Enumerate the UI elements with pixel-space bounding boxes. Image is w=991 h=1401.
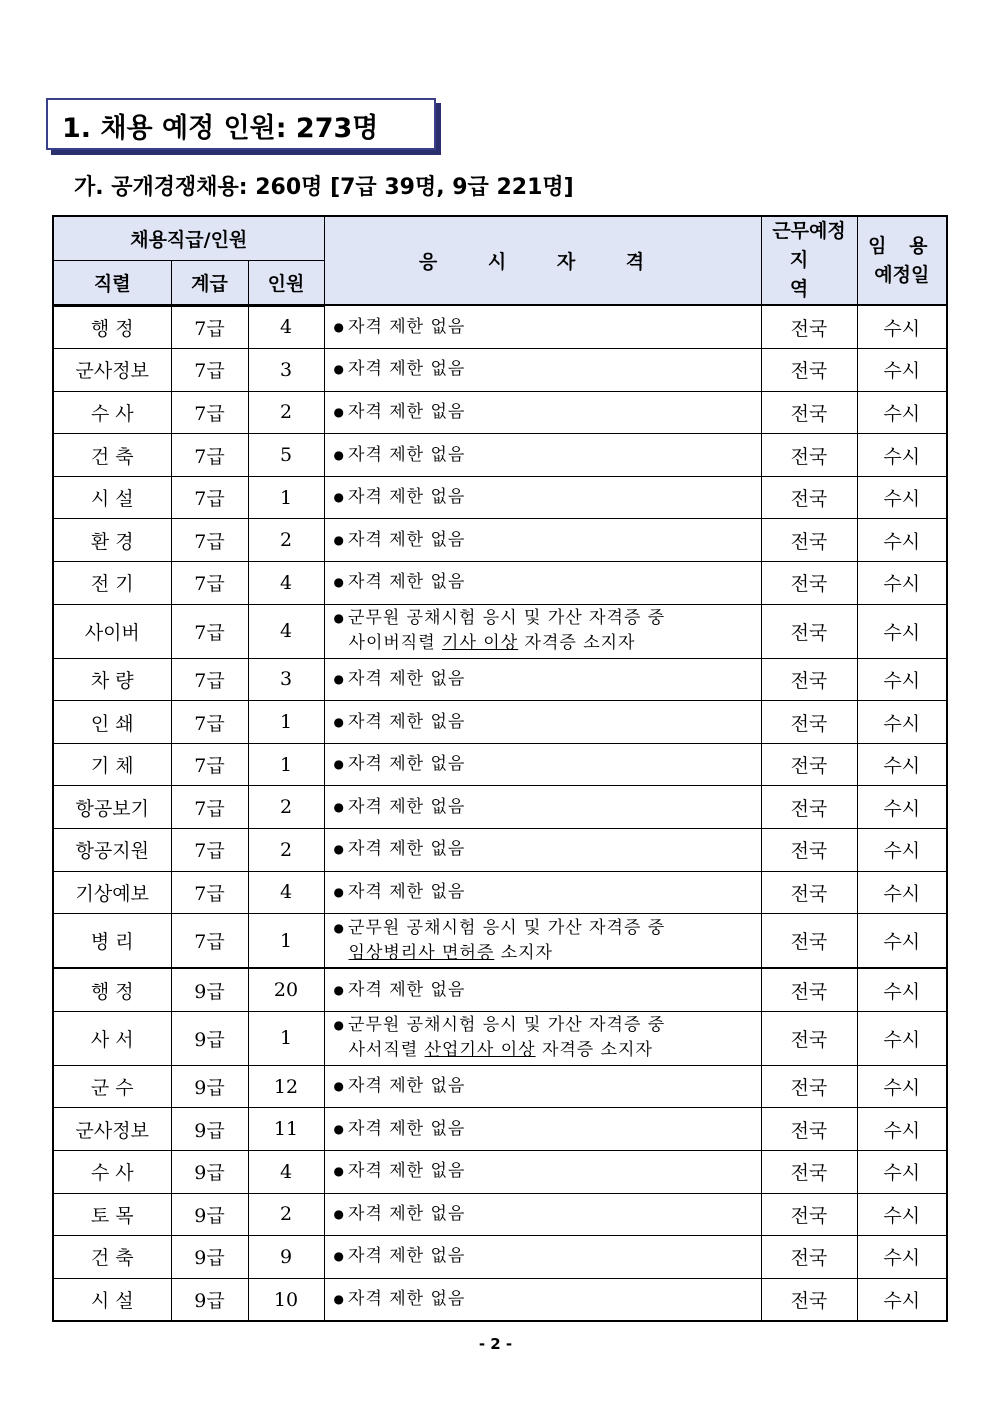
cell-region: 전국 (761, 829, 857, 872)
cell-qualification (324, 658, 761, 701)
cell-date: 수시 (857, 1108, 947, 1151)
cell-count: 1 (248, 914, 324, 969)
bullet-icon: ● (333, 447, 346, 462)
cell-date: 수시 (857, 349, 947, 392)
bullet-icon: ● (333, 490, 346, 505)
cell-grade: 7급 (171, 743, 248, 786)
cell-grade: 7급 (171, 305, 248, 349)
cell-qualification (324, 349, 761, 392)
cell-series: 사 서 (53, 1011, 171, 1065)
cell-series: 시 설 (53, 476, 171, 519)
qualification-line2-prefix: 사서직렬 (348, 1040, 425, 1061)
table-row (53, 305, 947, 349)
cell-qualification (324, 1011, 761, 1065)
cell-region: 전국 (761, 1193, 857, 1236)
cell-date: 수시 (857, 305, 947, 349)
table-row (53, 829, 947, 872)
cell-region: 전국 (761, 1151, 857, 1194)
bullet-icon: ● (333, 1206, 346, 1221)
qualification-text: 자격 제한 없음 (348, 754, 466, 775)
cell-region: 전국 (761, 391, 857, 434)
cell-grade: 7급 (171, 604, 248, 658)
header-qualification: 응 시 자 격 (324, 216, 761, 305)
cell-date: 수시 (857, 701, 947, 744)
bullet-icon: ● (333, 714, 346, 729)
cell-date: 수시 (857, 829, 947, 872)
qualification-text: 자격 제한 없음 (348, 1161, 466, 1182)
header-date (857, 216, 947, 305)
table-row (53, 562, 947, 605)
cell-date: 수시 (857, 1151, 947, 1194)
qualification-text: 자격 제한 없음 (348, 401, 466, 422)
table-row (53, 871, 947, 914)
qualification-text: 자격 제한 없음 (348, 711, 466, 732)
cell-grade: 9급 (171, 1236, 248, 1279)
header-date-line2: 예정일 (874, 263, 930, 286)
cell-qualification (324, 786, 761, 829)
cell-grade: 9급 (171, 968, 248, 1011)
cell-region: 전국 (761, 914, 857, 969)
table-row (53, 658, 947, 701)
cell-grade: 9급 (171, 1065, 248, 1108)
table-row (53, 1193, 947, 1236)
cell-qualification (324, 1065, 761, 1108)
qualification-text: 자격 제한 없음 (348, 444, 466, 465)
qualification-text: 자격 제한 없음 (348, 487, 466, 508)
bullet-icon: ● (333, 1018, 346, 1033)
qualification-line2 (334, 1038, 761, 1063)
cell-count: 4 (248, 562, 324, 605)
cell-date: 수시 (857, 391, 947, 434)
cell-qualification (324, 1193, 761, 1236)
header-series: 직렬 (53, 260, 171, 305)
cell-count: 3 (248, 349, 324, 392)
qualification-text: 자격 제한 없음 (348, 572, 466, 593)
bullet-icon: ● (333, 1164, 346, 1179)
cell-count: 2 (248, 786, 324, 829)
table-row (53, 519, 947, 562)
qualification-underlined: 기사 이상 (442, 633, 519, 654)
table-row (53, 604, 947, 658)
cell-grade: 7급 (171, 391, 248, 434)
cell-region: 전국 (761, 604, 857, 658)
cell-qualification (324, 914, 761, 969)
cell-count: 1 (248, 701, 324, 744)
table-row (53, 1065, 947, 1108)
cell-date: 수시 (857, 968, 947, 1011)
bullet-icon: ● (333, 404, 346, 419)
qualification-line1: 군무원 공채시험 응시 및 가산 자격증 중 (348, 917, 666, 938)
table-row (53, 1236, 947, 1279)
cell-count: 4 (248, 1151, 324, 1194)
bullet-icon: ● (333, 575, 346, 590)
cell-date: 수시 (857, 434, 947, 477)
table-row (53, 914, 947, 969)
bullet-icon: ● (333, 799, 346, 814)
table-row (53, 1278, 947, 1321)
qualification-text: 자격 제한 없음 (348, 1246, 466, 1267)
cell-date: 수시 (857, 786, 947, 829)
cell-grade: 7급 (171, 349, 248, 392)
qualification-text: 자격 제한 없음 (348, 1289, 466, 1310)
bullet-icon: ● (333, 982, 346, 997)
cell-count: 1 (248, 743, 324, 786)
cell-series: 군 수 (53, 1065, 171, 1108)
qualification-line2-suffix: 소지자 (494, 942, 553, 963)
bullet-icon: ● (333, 362, 346, 377)
table-row (53, 1011, 947, 1065)
cell-region: 전국 (761, 305, 857, 349)
cell-region: 전국 (761, 434, 857, 477)
bullet-icon: ● (333, 842, 346, 857)
bullet-icon: ● (333, 757, 346, 772)
bullet-icon: ● (333, 611, 346, 626)
qualification-line2 (334, 941, 761, 966)
cell-count: 1 (248, 1011, 324, 1065)
cell-series: 항공지원 (53, 829, 171, 872)
cell-region: 전국 (761, 658, 857, 701)
cell-series: 기상예보 (53, 871, 171, 914)
cell-series: 환 경 (53, 519, 171, 562)
header-region-line2: 지 역 (789, 249, 829, 300)
cell-date: 수시 (857, 1065, 947, 1108)
cell-date: 수시 (857, 604, 947, 658)
cell-grade: 7급 (171, 914, 248, 969)
cell-grade: 9급 (171, 1011, 248, 1065)
cell-grade: 9급 (171, 1108, 248, 1151)
table-row (53, 434, 947, 477)
bullet-icon: ● (333, 920, 346, 935)
bullet-icon: ● (333, 1079, 346, 1094)
qualification-line2 (334, 631, 761, 656)
cell-grade: 7급 (171, 701, 248, 744)
cell-count: 2 (248, 1193, 324, 1236)
cell-grade: 9급 (171, 1151, 248, 1194)
cell-count: 2 (248, 519, 324, 562)
qualification-line2-suffix: 자격증 소지자 (535, 1040, 653, 1061)
cell-grade: 7급 (171, 434, 248, 477)
table-row (53, 786, 947, 829)
cell-series: 수 사 (53, 391, 171, 434)
header-count: 인원 (248, 260, 324, 305)
cell-region: 전국 (761, 476, 857, 519)
cell-qualification (324, 305, 761, 349)
cell-qualification (324, 968, 761, 1011)
cell-series: 인 쇄 (53, 701, 171, 744)
cell-series: 군사정보 (53, 349, 171, 392)
cell-grade: 9급 (171, 1193, 248, 1236)
section-heading-box (46, 98, 436, 150)
cell-series: 행 정 (53, 968, 171, 1011)
cell-qualification (324, 871, 761, 914)
cell-grade: 9급 (171, 1278, 248, 1321)
bullet-icon: ● (333, 1249, 346, 1264)
bullet-icon: ● (333, 1292, 346, 1307)
qualification-line2-prefix: 사이버직렬 (348, 633, 443, 654)
bullet-icon: ● (333, 884, 346, 899)
qualification-text: 자격 제한 없음 (348, 839, 466, 860)
cell-count: 9 (248, 1236, 324, 1279)
cell-region: 전국 (761, 562, 857, 605)
cell-series: 군사정보 (53, 1108, 171, 1151)
cell-grade: 7급 (171, 658, 248, 701)
qualification-line1: 군무원 공채시험 응시 및 가산 자격증 중 (348, 608, 666, 629)
header-region-line1: 근무예정 (772, 220, 846, 242)
cell-region: 전국 (761, 1108, 857, 1151)
qualification-text: 자격 제한 없음 (348, 316, 466, 337)
page-number: - 2 - (478, 1335, 513, 1353)
cell-count: 12 (248, 1065, 324, 1108)
table-row (53, 743, 947, 786)
qualification-line2-suffix: 자격증 소지자 (518, 633, 636, 654)
cell-grade: 7급 (171, 476, 248, 519)
cell-qualification (324, 1151, 761, 1194)
bullet-icon: ● (333, 671, 346, 686)
table-row (53, 476, 947, 519)
cell-date: 수시 (857, 1011, 947, 1065)
cell-count: 2 (248, 829, 324, 872)
cell-region: 전국 (761, 743, 857, 786)
cell-grade: 7급 (171, 562, 248, 605)
qualification-text: 자격 제한 없음 (348, 1076, 466, 1097)
cell-grade: 7급 (171, 871, 248, 914)
cell-grade: 7급 (171, 519, 248, 562)
cell-qualification (324, 391, 761, 434)
cell-region: 전국 (761, 519, 857, 562)
qualification-text: 자격 제한 없음 (348, 359, 466, 380)
cell-count: 3 (248, 658, 324, 701)
cell-series: 전 기 (53, 562, 171, 605)
qualification-text: 자격 제한 없음 (348, 529, 466, 550)
qualification-text: 자격 제한 없음 (348, 979, 466, 1000)
cell-date: 수시 (857, 871, 947, 914)
cell-region: 전국 (761, 1011, 857, 1065)
cell-region: 전국 (761, 871, 857, 914)
bullet-icon: ● (333, 532, 346, 547)
header-grade: 계급 (171, 260, 248, 305)
qualification-text: 자격 제한 없음 (348, 1203, 466, 1224)
cell-series: 행 정 (53, 305, 171, 349)
cell-count: 1 (248, 476, 324, 519)
table-row (53, 349, 947, 392)
bullet-icon: ● (333, 319, 346, 334)
cell-series: 건 축 (53, 1236, 171, 1279)
cell-grade: 7급 (171, 786, 248, 829)
cell-date: 수시 (857, 914, 947, 969)
table-body (53, 305, 947, 1321)
table-row (53, 701, 947, 744)
cell-series: 토 목 (53, 1193, 171, 1236)
header-region (761, 216, 857, 305)
cell-series: 항공보기 (53, 786, 171, 829)
cell-region: 전국 (761, 786, 857, 829)
cell-region: 전국 (761, 1278, 857, 1321)
cell-date: 수시 (857, 1193, 947, 1236)
qualification-underlined: 산업기사 이상 (424, 1040, 536, 1061)
cell-qualification (324, 701, 761, 744)
cell-count: 5 (248, 434, 324, 477)
cell-series: 병 리 (53, 914, 171, 969)
table-row (53, 968, 947, 1011)
cell-region: 전국 (761, 349, 857, 392)
qualification-text: 자격 제한 없음 (348, 668, 466, 689)
cell-count: 4 (248, 604, 324, 658)
section-heading: 1. 채용 예정 인원: 273명 (62, 113, 379, 144)
cell-date: 수시 (857, 658, 947, 701)
cell-date: 수시 (857, 519, 947, 562)
cell-region: 전국 (761, 701, 857, 744)
qualification-text: 자격 제한 없음 (348, 881, 466, 902)
qualification-text: 자격 제한 없음 (348, 1118, 466, 1139)
cell-region: 전국 (761, 968, 857, 1011)
cell-series: 차 량 (53, 658, 171, 701)
cell-count: 2 (248, 391, 324, 434)
cell-count: 4 (248, 305, 324, 349)
cell-series: 시 설 (53, 1278, 171, 1321)
cell-series: 건 축 (53, 434, 171, 477)
qualification-underlined: 임상병리사 면허증 (348, 942, 495, 963)
header-date-line1: 임 용 (868, 234, 936, 257)
cell-count: 11 (248, 1108, 324, 1151)
cell-qualification (324, 434, 761, 477)
cell-series: 기 체 (53, 743, 171, 786)
cell-qualification (324, 476, 761, 519)
cell-date: 수시 (857, 1278, 947, 1321)
cell-date: 수시 (857, 1236, 947, 1279)
cell-count: 4 (248, 871, 324, 914)
table-row (53, 1151, 947, 1194)
qualification-text: 자격 제한 없음 (348, 796, 466, 817)
cell-count: 20 (248, 968, 324, 1011)
cell-series: 사이버 (53, 604, 171, 658)
cell-date: 수시 (857, 743, 947, 786)
subsection-heading: 가. 공개경쟁채용: 260명 [7급 39명, 9급 221명] (74, 175, 574, 200)
table-row (53, 1108, 947, 1151)
cell-qualification (324, 1108, 761, 1151)
header-group-label: 채용직급/인원 (53, 216, 324, 260)
cell-qualification (324, 604, 761, 658)
cell-count: 10 (248, 1278, 324, 1321)
cell-qualification (324, 1236, 761, 1279)
cell-qualification (324, 1278, 761, 1321)
cell-region: 전국 (761, 1236, 857, 1279)
cell-grade: 7급 (171, 829, 248, 872)
cell-region: 전국 (761, 1065, 857, 1108)
cell-qualification (324, 562, 761, 605)
cell-qualification (324, 743, 761, 786)
cell-qualification (324, 829, 761, 872)
table-row (53, 391, 947, 434)
recruitment-table (52, 215, 948, 1322)
cell-qualification (324, 519, 761, 562)
qualification-line1: 군무원 공채시험 응시 및 가산 자격증 중 (348, 1015, 666, 1036)
cell-date: 수시 (857, 562, 947, 605)
cell-date: 수시 (857, 476, 947, 519)
bullet-icon: ● (333, 1121, 346, 1136)
cell-series: 수 사 (53, 1151, 171, 1194)
